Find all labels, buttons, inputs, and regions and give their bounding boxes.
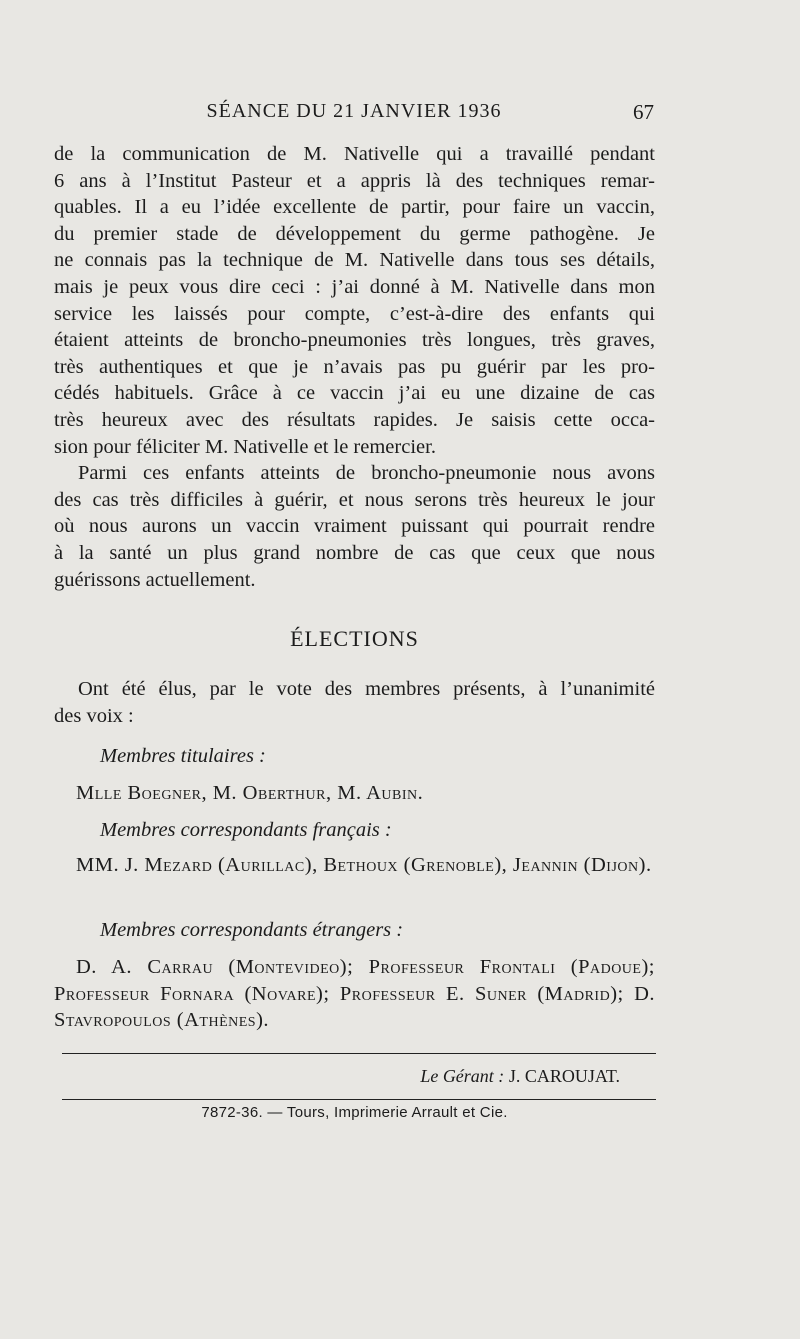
- text-line: service les laissés pour compte, c’est-à-dire des enfants qui: [54, 302, 655, 325]
- paragraph-1: [54, 141, 655, 460]
- paragraph-2: [54, 460, 655, 593]
- text-line: très authentiques et que je n’avais pas pu guérir par les pro-: [54, 355, 655, 378]
- category-titulaires-names: Mlle Boegner, M. Oberthur, M. Aubin.: [76, 782, 424, 804]
- text-line: sion pour féliciter M. Nativelle et le remercier.: [54, 435, 436, 458]
- gerant-label: Le Gérant :: [420, 1066, 505, 1086]
- text-line: cédés habituels. Grâce à ce vaccin j’ai eu une dizaine de cas: [54, 382, 655, 405]
- text-line: du premier stade de développement du germe pathogène. Je: [54, 222, 655, 245]
- text-line: mais je peux vous dire ceci : j’ai donné à M. Nativelle dans mon: [54, 275, 655, 298]
- text-line: très heureux avec des résultats rapides. Je saisis cette occa-: [54, 408, 655, 431]
- category-correspondants-etrangers-title: Membres correspondants étrangers :: [100, 919, 404, 941]
- text-line: à la santé un plus grand nombre de cas que ceux que nous: [54, 541, 655, 564]
- printer-imprint: 7872-36. — Tours, Imprimerie Arrault et Cie.: [201, 1104, 508, 1121]
- text-line: des cas très difficiles à guérir, et nous serons très heureux le jour: [54, 488, 655, 511]
- text-line: où nous aurons un vaccin vraiment puissant qui pourrait rendre: [54, 515, 655, 538]
- running-header: [54, 98, 654, 128]
- text-line: de la communication de M. Nativelle qui a travaillé pendant: [54, 143, 655, 165]
- divider-rule: [62, 1053, 656, 1054]
- gerant-signature: [54, 1066, 620, 1087]
- page-number: 67: [633, 100, 654, 124]
- divider-rule: [62, 1099, 656, 1100]
- body-text: [54, 141, 655, 593]
- text-line: Parmi ces enfants atteints de broncho-pneumonie nous avons: [78, 462, 655, 485]
- gerant-name: J. CAROUJAT.: [508, 1066, 620, 1086]
- category-correspondants-francais-names: MM. J. Mezard (Aurillac), Bethoux (Grenoble), Jeannin (Dijon).: [76, 854, 652, 876]
- text-line: étaient atteints de broncho-pneumonies très longues, très graves,: [54, 329, 655, 352]
- category-titulaires-title: Membres titulaires :: [100, 745, 266, 767]
- text-line: 6 ans à l’Institut Pasteur et a appris là des techniques remar-: [54, 169, 655, 192]
- category-correspondants-francais-title: Membres correspondants français :: [100, 819, 392, 841]
- elections-intro: [54, 676, 655, 729]
- text-line: Ont été élus, par le vote des membres présents, à l’unanimité: [78, 678, 655, 700]
- running-title: SÉANCE DU 21 JANVIER 1936: [206, 100, 502, 122]
- text-line: quables. Il a eu l’idée excellente de partir, pour faire un vaccin,: [54, 196, 655, 219]
- text-line: ne connais pas la technique de M. Nativelle dans tous ses détails,: [54, 249, 655, 272]
- category-correspondants-etrangers-names: D. A. Carrau (Montevideo); Professeur Frontali (Padoue); Professeur Fornara (Novare); Professeur E. Suner (Madrid); D. Stavropoulos (Athènes).: [54, 956, 655, 1032]
- text-line: des voix :: [54, 704, 134, 727]
- text-line: guérissons actuellement.: [54, 568, 256, 591]
- section-title: ÉLECTIONS: [290, 626, 419, 651]
